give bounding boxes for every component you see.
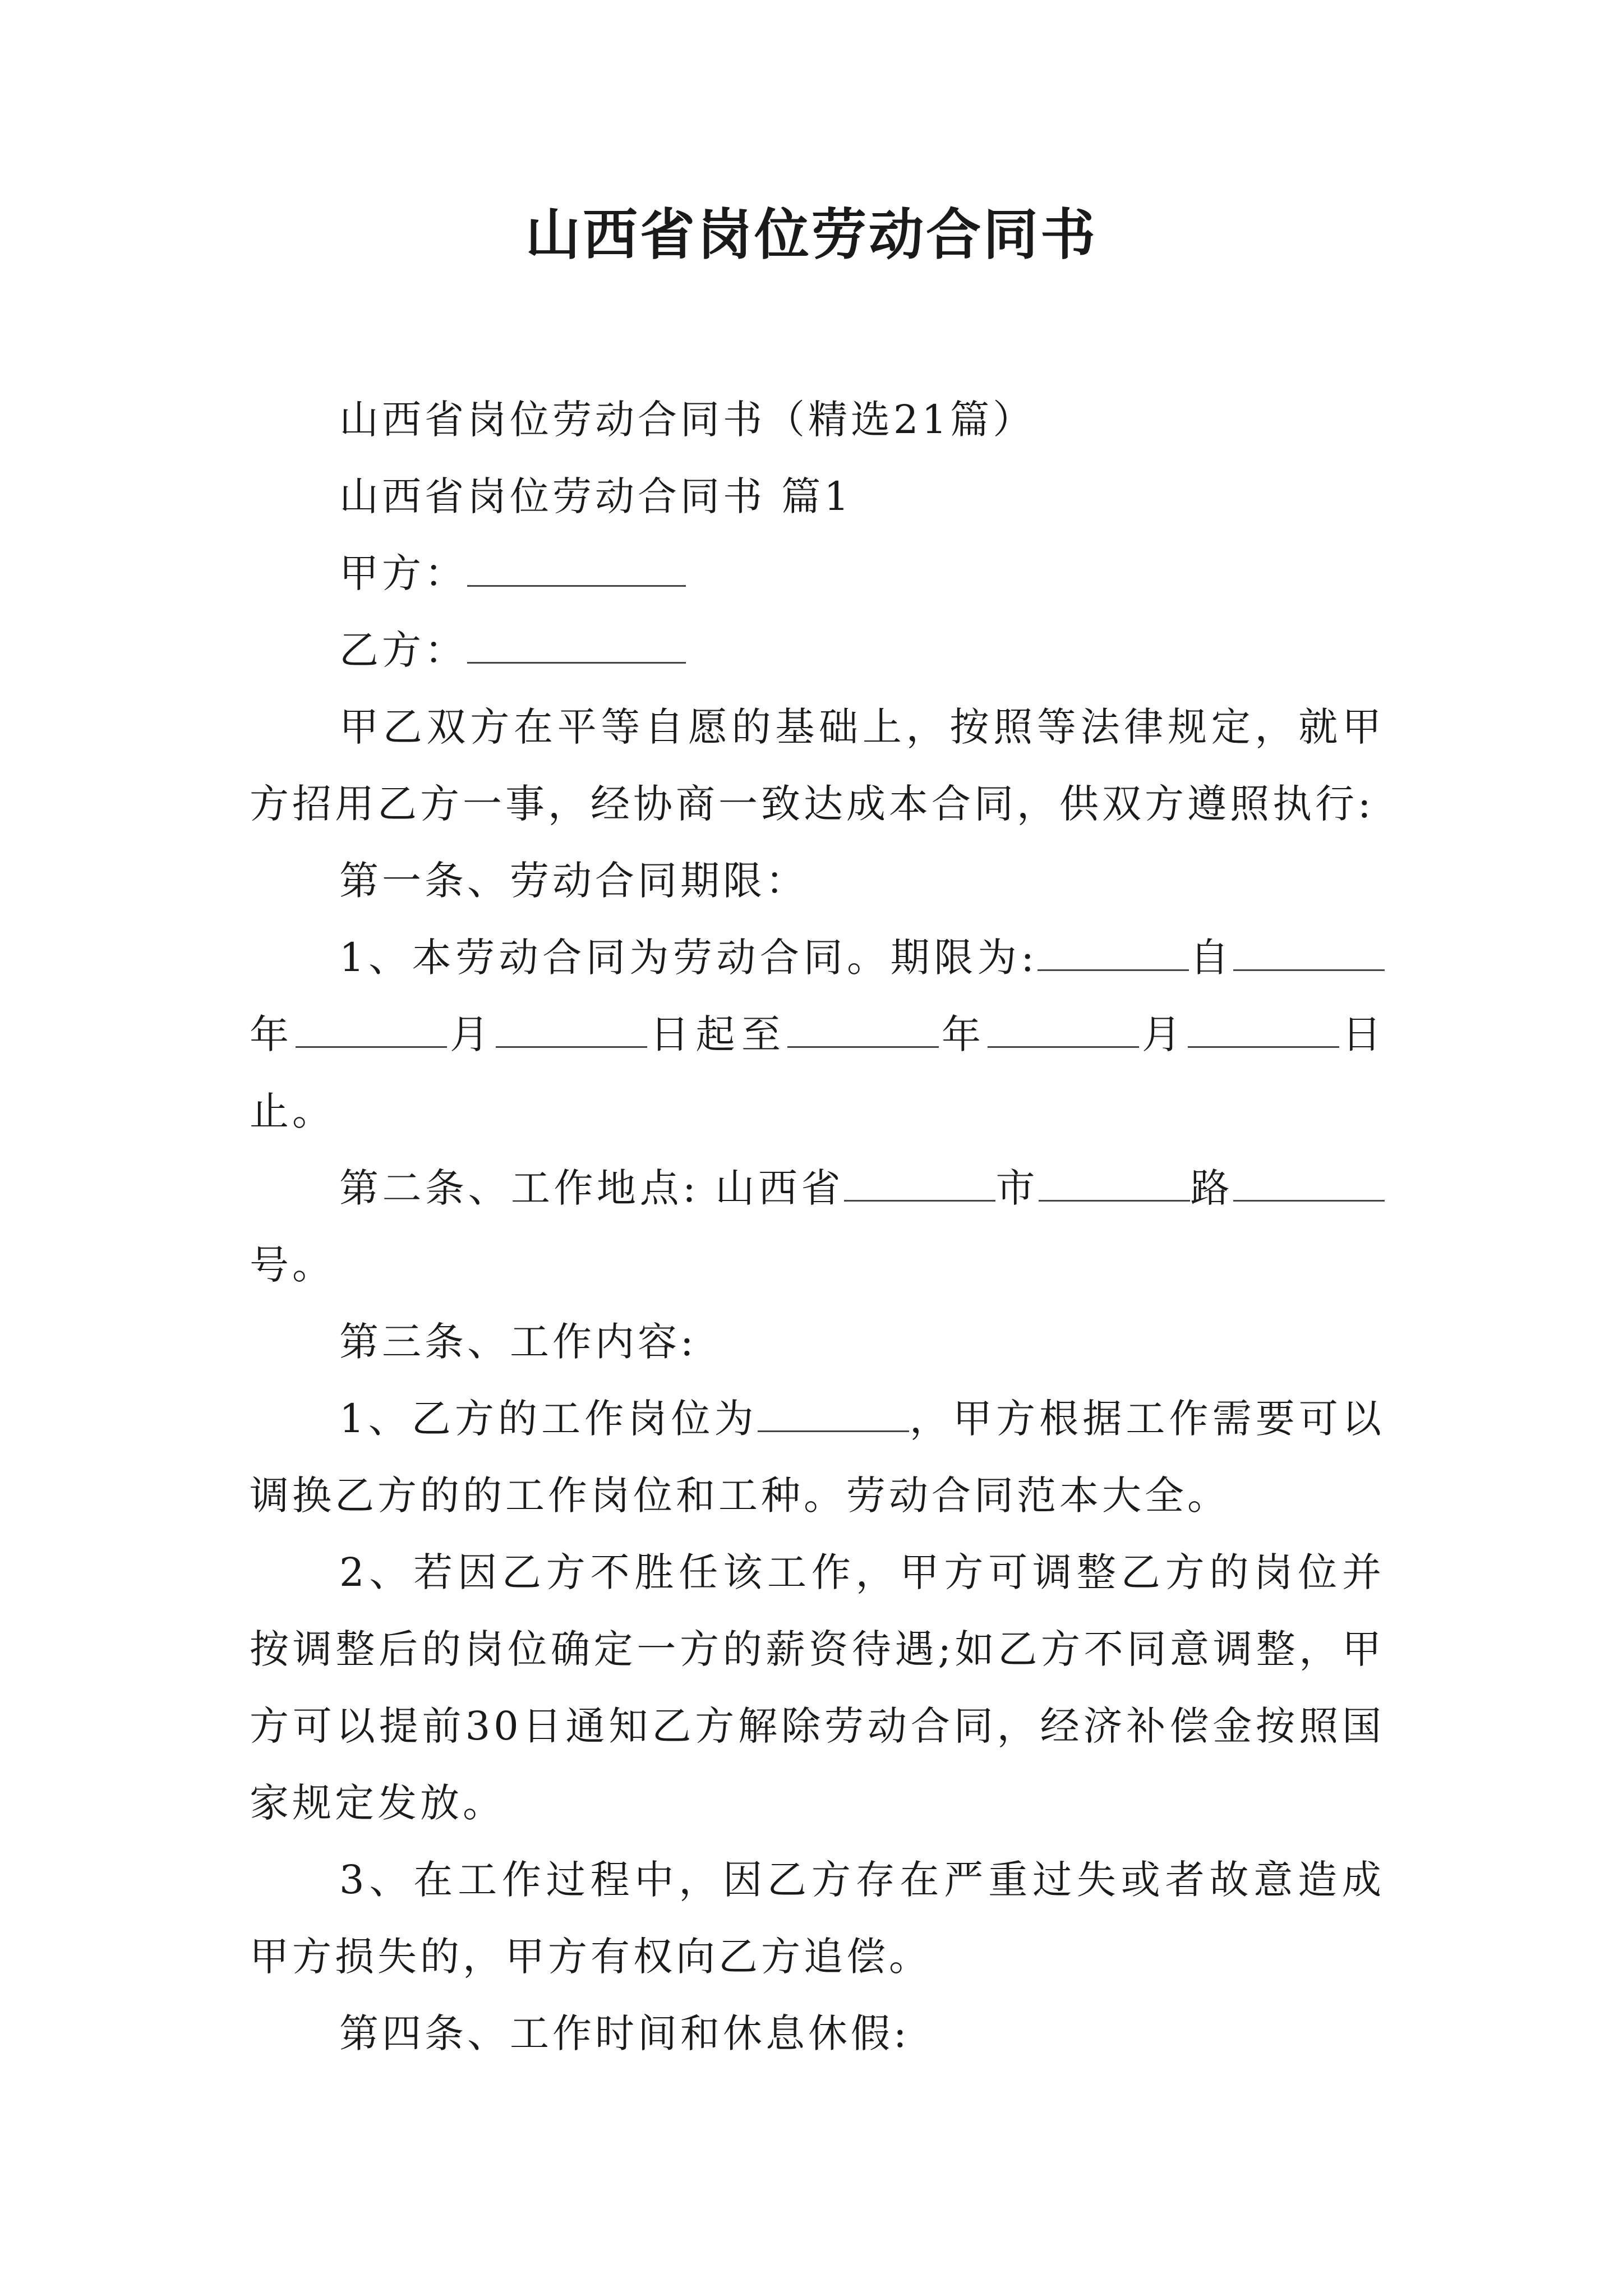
party-a-line [250, 535, 1385, 612]
end-month-blank [988, 1013, 1139, 1048]
article-1-text-e: 日起至 [647, 1011, 787, 1057]
start-day-blank [496, 1013, 647, 1048]
article-3-title: 第三条、工作内容: [339, 1319, 697, 1365]
position-blank [758, 1397, 909, 1432]
article-3-clause-1 [250, 1381, 1385, 1534]
party-a-blank [467, 551, 686, 587]
party-b-label: 乙方： [339, 627, 467, 673]
article-1-text-g: 月 [1138, 1011, 1188, 1057]
article-1-text-c: 年 [250, 1011, 296, 1057]
number-blank [1233, 1166, 1385, 1202]
party-b-blank [467, 628, 686, 664]
article-1-title: 第一条、劳动合同期限： [339, 858, 808, 904]
article-4-title: 第四条、工作时间和休息休假: [339, 2010, 910, 2056]
article-1-text-a: 1、本劳动合同为劳动合同。期限为: [339, 935, 1038, 981]
article-1-text-b: 自 [1188, 935, 1234, 981]
article-1-clause-1 [250, 919, 1385, 1150]
document-body [250, 381, 1385, 2072]
article-1-text-h: 日止。 [250, 1011, 1385, 1134]
end-year-blank [787, 1013, 939, 1048]
party-a-label: 甲方： [339, 550, 467, 596]
article-1-text-d: 月 [446, 1011, 496, 1057]
document-title: 山西省岗位劳动合同书 [525, 203, 1098, 267]
paragraph-preamble: 甲乙双方在平等自愿的基础上，按照等法律规定，就甲方招用乙方一事，经协商一致达成本合同，供双方遵照执行: [250, 704, 1385, 827]
paragraph-subtitle: 山西省岗位劳动合同书（精选21篇） [339, 397, 1036, 443]
end-day-blank [1188, 1013, 1339, 1048]
article-3-clause-2: 2、若因乙方不胜任该工作，甲方可调整乙方的岗位并按调整后的岗位确定一方的薪资待遇;如乙方不同意调整，甲方可以提前30日通知乙方解除劳动合同，经济补偿金按照国家规定发放。 [250, 1549, 1385, 1826]
article-2-text-c: 路 [1189, 1165, 1234, 1211]
paragraph-section-heading: 山西省岗位劳动合同书 篇1 [339, 473, 852, 519]
article-2 [250, 1150, 1385, 1304]
article-2-text-d: 号。 [250, 1242, 335, 1288]
article-2-text-a: 第二条、工作地点: 山西省 [339, 1165, 844, 1211]
article-1-text-f: 年 [938, 1011, 988, 1057]
party-b-line [250, 612, 1385, 689]
article-3-text-b: ，甲方根据工作需要可以调换乙方的的工作岗位和工种。劳动合同范本大全。 [250, 1396, 1385, 1519]
article-2-text-b: 市 [995, 1165, 1039, 1211]
start-year-blank [1233, 936, 1385, 971]
start-month-blank [296, 1013, 447, 1048]
article-3-clause-3: 3、在工作过程中，因乙方存在严重过失或者故意造成甲方损失的，甲方有权向乙方追偿。 [250, 1857, 1385, 1980]
term-blank [1038, 936, 1189, 971]
city-blank [844, 1166, 995, 1202]
road-blank [1039, 1166, 1190, 1202]
article-3-text-a: 1、乙方的工作岗位为 [339, 1396, 758, 1442]
